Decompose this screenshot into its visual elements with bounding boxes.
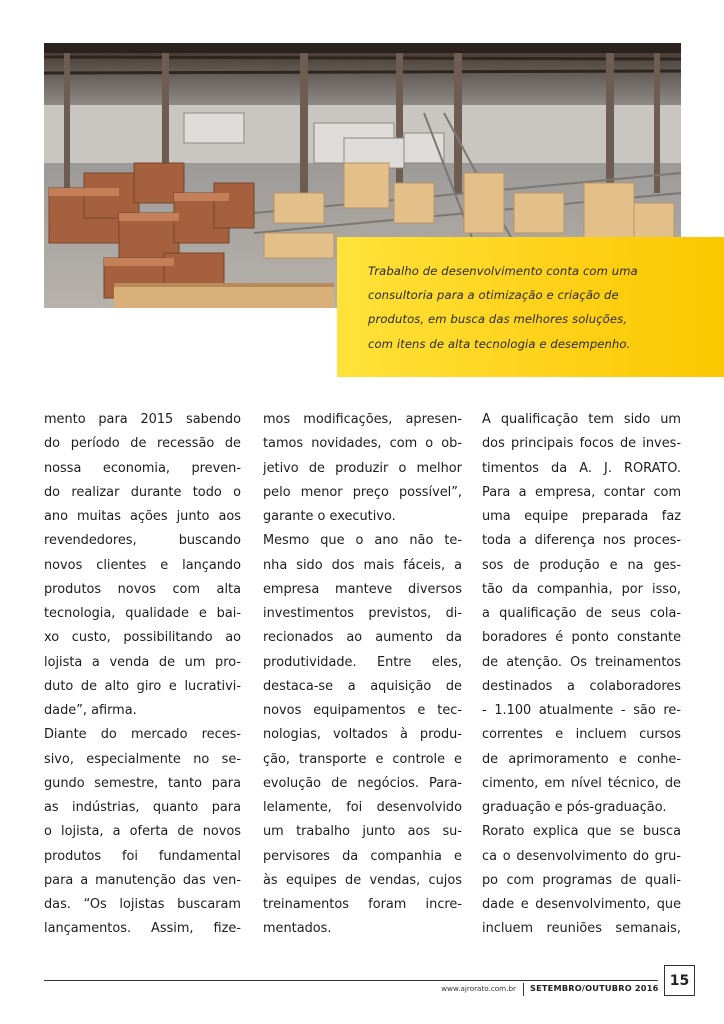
text-line: timentos da A. J. RORATO. xyxy=(482,460,681,476)
text-line: nologias, voltados à produ- xyxy=(263,727,462,743)
caption-line: com itens de alta tecnologia e desempenho. xyxy=(368,336,631,351)
article-column-1 xyxy=(44,408,241,942)
text-line: garante o executivo. xyxy=(263,509,396,524)
text-line: gundo semestre, tanto para xyxy=(44,775,241,791)
text-line: lançamentos. Assim, fize- xyxy=(44,921,241,937)
text-line: Mesmo que o ano não te- xyxy=(263,533,462,549)
text-line: Para a empresa, contar com xyxy=(482,484,681,500)
photo-caption xyxy=(337,237,724,377)
text-line: de aprimoramento e conhe- xyxy=(482,751,681,767)
text-line: mento para 2015 sabendo xyxy=(44,412,241,427)
text-line: nha sido dos mais fáceis, a xyxy=(263,557,462,573)
text-line: uma equipe preparada faz xyxy=(482,509,681,524)
text-line: boradores é ponto constante xyxy=(482,630,681,646)
text-line: as indústrias, quanto para xyxy=(44,800,241,815)
text-line: das. “Os lojistas buscaram xyxy=(44,897,241,912)
text-line: lojista a venda de um pro- xyxy=(44,654,241,670)
text-line: tecnologia, qualidade e bai- xyxy=(44,606,241,621)
text-line: dade e desenvolvimento, que xyxy=(482,897,681,912)
text-line: duto de alto giro e lucrativi- xyxy=(44,678,241,694)
page-number: 15 xyxy=(664,965,695,996)
text-line: investimentos previstos, di- xyxy=(263,606,462,621)
text-line: A qualificação tem sido um xyxy=(482,412,681,427)
text-line: pervisores da companhia e xyxy=(263,848,462,864)
text-line: dos principais focos de inves- xyxy=(482,436,681,452)
text-line: evolução de negócios. Para- xyxy=(263,775,462,791)
text-line: po com programas de quali- xyxy=(482,872,681,888)
text-line: ção, transporte e controle e xyxy=(263,751,462,767)
text-line: xo custo, possibilitando ao xyxy=(44,630,241,646)
text-line: produtividade. Entre eles, xyxy=(263,654,462,670)
footer-issue-date: SETEMBRO/OUTUBRO 2016 xyxy=(530,983,659,993)
text-line: cimento, em nível técnico, de xyxy=(482,775,681,791)
text-line: de atenção. Os treinamentos xyxy=(482,654,681,670)
text-line: produtos novos com alta xyxy=(44,581,241,597)
caption-line: consultoria para a otimização e criação de xyxy=(368,288,619,303)
text-line: treinamentos foram incre- xyxy=(263,897,462,912)
text-line: tamos novidades, com o ob- xyxy=(263,436,462,452)
text-line: toda a diferença nos proces- xyxy=(482,533,681,549)
text-line: incluem reuniões semanais, xyxy=(482,921,681,937)
text-line: empresa manteve diversos xyxy=(263,581,462,597)
text-line: graduação e pós-graduação. xyxy=(482,800,667,815)
text-line: às equipes de vendas, cujos xyxy=(263,872,462,888)
text-line: destinados a colaboradores xyxy=(482,678,681,694)
footer-separator xyxy=(523,983,524,996)
text-line: novos clientes e lançando xyxy=(44,557,241,573)
text-line: ca o desenvolvimento do gru- xyxy=(482,848,681,864)
text-line: para a manutenção das ven- xyxy=(44,872,241,888)
text-line: nossa economia, preven- xyxy=(44,460,241,476)
text-line: lelamente, foi desenvolvido xyxy=(263,800,462,815)
text-line: - 1.100 atualmente - são re- xyxy=(482,703,681,718)
text-line: correntes e incluem cursos xyxy=(482,727,681,743)
caption-line: produtos, em busca das melhores soluções, xyxy=(368,312,628,327)
text-line: a qualificação de seus cola- xyxy=(482,606,681,621)
text-line: pelo menor preço possível”, xyxy=(263,484,462,500)
text-line: do realizar durante todo o xyxy=(44,484,241,500)
text-line: ano muitas ações junto aos xyxy=(44,509,241,524)
text-line: destaca-se a aquisição de xyxy=(263,678,462,694)
article-column-3 xyxy=(482,408,681,942)
caption-line: Trabalho de desenvolvimento conta com uma xyxy=(368,264,638,278)
article-column-2 xyxy=(263,408,462,942)
text-line: do período de recessão de xyxy=(44,436,241,452)
text-line: sivo, especialmente no se- xyxy=(44,751,241,767)
text-line: tão da companhia, por isso, xyxy=(482,581,681,597)
text-line: recionados ao aumento da xyxy=(263,630,462,646)
text-line: mos modificações, apresen- xyxy=(263,412,462,427)
text-line: jetivo de produzir o melhor xyxy=(263,460,462,476)
text-line: produtos foi fundamental xyxy=(44,848,241,864)
text-line: Rorato explica que se busca xyxy=(482,824,681,840)
text-line: revendedores, buscando xyxy=(44,533,241,549)
text-line: novos equipamentos e tec- xyxy=(263,703,462,718)
text-line: mentados. xyxy=(263,921,332,937)
text-line: um trabalho junto aos su- xyxy=(263,824,462,840)
footer-url: www.ajrorato.com.br xyxy=(441,984,516,993)
text-line: sos de produção e na ges- xyxy=(482,557,681,573)
text-line: Diante do mercado reces- xyxy=(44,727,241,743)
text-line: o lojista, a oferta de novos xyxy=(44,824,241,840)
text-line: dade”, afirma. xyxy=(44,703,137,718)
footer-rule xyxy=(44,980,658,981)
